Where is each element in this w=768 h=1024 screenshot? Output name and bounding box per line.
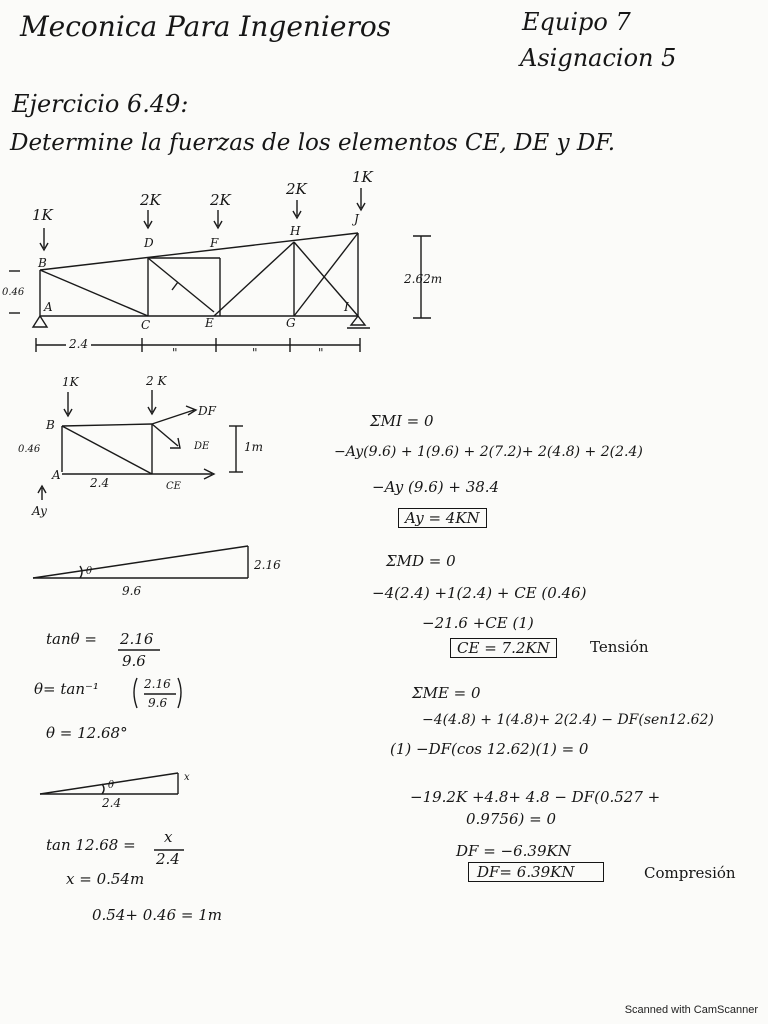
tan-lhs: tanθ = [46, 630, 97, 648]
mi-title: ΣMI = 0 [370, 412, 434, 430]
member-eh [214, 242, 294, 316]
mi-eq1: −Ay(9.6) + 1(9.6) + 2(7.2)+ 2(4.8) + 2(2.4) [334, 444, 643, 460]
node-f: F [210, 236, 219, 250]
md-eq1: −4(2.4) +1(2.4) + CE (0.46) [372, 584, 587, 602]
triangle2-angle: θ [108, 780, 115, 791]
fbd-span: 2.4 [90, 476, 110, 490]
node-a: A [44, 300, 53, 314]
node-g: G [286, 316, 296, 330]
sum-line: 0.54+ 0.46 = 1m [92, 906, 223, 924]
load-label-b: 1K [32, 206, 53, 224]
node-d: D [144, 236, 154, 250]
fbd-ce-label: CE [166, 481, 181, 492]
roller-support-i [351, 316, 365, 325]
load-label-d: 2K [140, 191, 161, 209]
md-title: ΣMD = 0 [386, 552, 456, 570]
node-h: H [290, 224, 301, 238]
truss-spacing: 2.4 [66, 337, 91, 351]
fbd-left-height: 0.46 [18, 444, 41, 455]
triangle1-height: 2.16 [254, 558, 281, 572]
member-bc [40, 270, 148, 316]
exercise-label: Ejercicio 6.49: [12, 90, 189, 118]
node-e: E [205, 316, 214, 330]
scanner-watermark: Scanned with CamScanner [624, 1004, 758, 1016]
tan12-lhs: tan 12.68 = [46, 836, 136, 854]
me-eq4: 0.9756) = 0 [466, 810, 556, 828]
team-label: Equipo 7 [522, 8, 631, 36]
triangle2-height: x [184, 772, 190, 783]
inv-lhs: θ= tan⁻¹ [34, 680, 99, 698]
node-i: I [344, 300, 349, 314]
repeat-mark-1: " [172, 346, 178, 360]
node-b: B [38, 256, 47, 270]
df-result: DF= 6.39KN [468, 862, 604, 882]
load-label-h: 2K [286, 180, 307, 198]
triangle1-angle: θ [86, 566, 93, 577]
mi-eq2: −Ay (9.6) + 38.4 [372, 478, 500, 496]
df-type: Compresión [644, 864, 736, 882]
theta-value: θ = 12.68° [46, 724, 128, 742]
triangle1-base: 9.6 [122, 584, 142, 598]
problem-statement: Determine la fuerzas de los elementos CE, DE y DF. [10, 130, 616, 156]
tan12-den: 2.4 [156, 850, 180, 868]
fbd-node-b: B [46, 418, 55, 432]
node-c: C [141, 318, 151, 332]
me-eq2: (1) −DF(cos 12.62)(1) = 0 [390, 740, 589, 758]
fbd-load-left: 1K [62, 375, 79, 389]
fbd-node-a: A [52, 468, 61, 482]
inv-num: 2.16 [144, 677, 171, 691]
ce-type: Tensión [590, 638, 649, 656]
triangle-angle [33, 546, 248, 578]
fbd-reaction: Ay [32, 504, 47, 518]
load-label-j: 1K [352, 168, 373, 186]
truss-diagram [9, 188, 431, 352]
fbd-df-label: DF [198, 404, 216, 418]
fbd-de-label: DE [194, 441, 210, 452]
repeat-mark-2: " [252, 346, 258, 360]
fbd-height: 1m [244, 440, 264, 454]
load-label-f: 2K [210, 191, 231, 209]
me-title: ΣME = 0 [412, 684, 481, 702]
me-eq1: −4(4.8) + 1(4.8)+ 2(2.4) − DF(sen12.62) [422, 712, 714, 728]
me-eq3: −19.2K +4.8+ 4.8 − DF(0.527 + [410, 788, 661, 806]
top-chord [40, 233, 358, 270]
df-negative: DF = −6.39KN [456, 842, 571, 860]
pin-support-a [33, 316, 47, 327]
tan-den: 9.6 [122, 652, 146, 670]
repeat-mark-3: " [318, 346, 324, 360]
member-de [148, 258, 214, 312]
ay-result: Ay = 4KN [398, 508, 487, 528]
node-j: J [354, 212, 359, 226]
course-title: Meconica Para Ingenieros [20, 10, 392, 43]
truss-left-height: 0.46 [2, 287, 25, 298]
fbd-load-right: 2 K [146, 374, 167, 388]
inv-den: 9.6 [148, 696, 168, 710]
member-tick [172, 282, 178, 290]
x-value: x = 0.54m [66, 870, 145, 888]
tan-num: 2.16 [120, 630, 154, 648]
md-eq2: −21.6 +CE (1) [422, 614, 534, 632]
tan12-num: x [164, 828, 173, 846]
truss-height: 2.62m [404, 272, 443, 286]
triangle2-base: 2.4 [102, 796, 122, 810]
assignment-label: Asignacion 5 [520, 44, 677, 72]
ce-result: CE = 7.2KN [450, 638, 557, 658]
